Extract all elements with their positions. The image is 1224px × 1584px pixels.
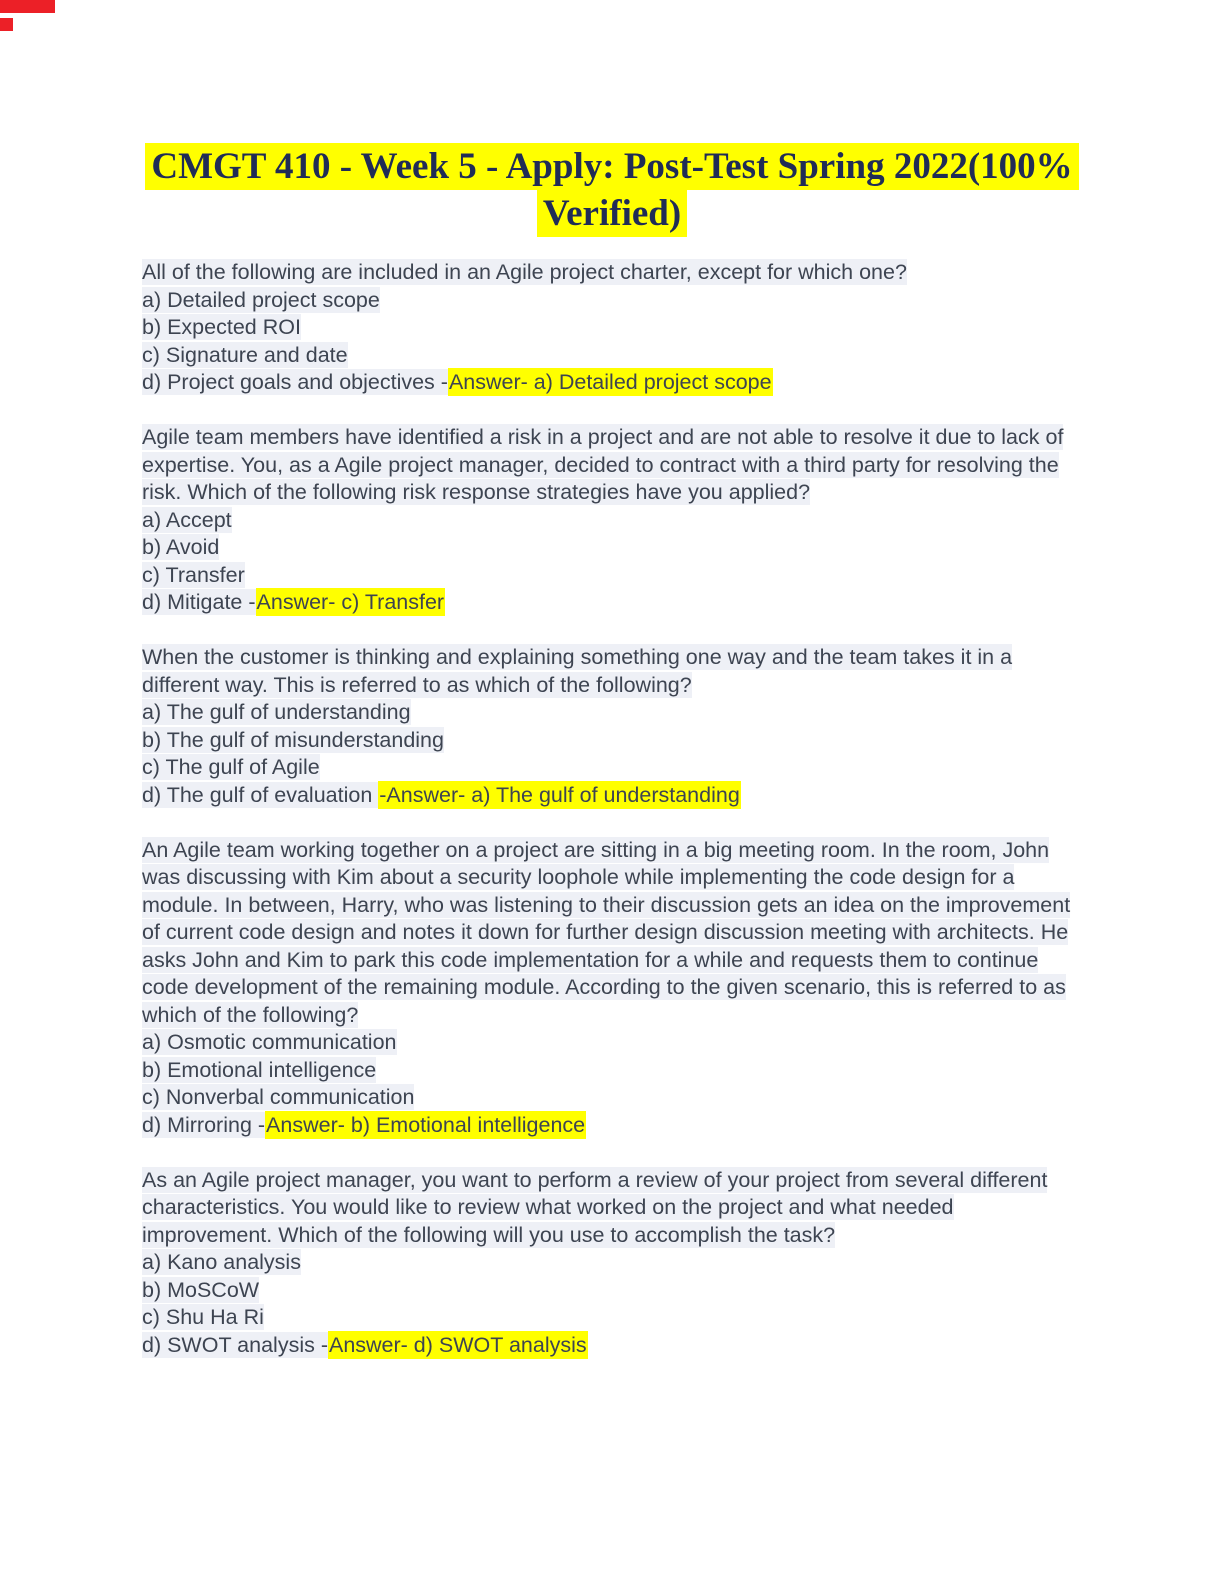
- option-b: b) MoSCoW: [142, 1277, 260, 1302]
- option-c: c) Shu Ha Ri: [142, 1305, 264, 1329]
- option-b: b) Expected ROI: [142, 315, 301, 339]
- option-line: [142, 342, 1082, 370]
- option-a: a) Accept: [142, 507, 232, 532]
- option-line: [142, 727, 1082, 755]
- question-text-line: [142, 259, 1082, 287]
- option-c: c) Transfer: [142, 562, 245, 587]
- question-text-line: [142, 837, 1082, 1030]
- question-block: [142, 259, 1082, 397]
- option-line: [142, 1084, 1082, 1112]
- answer-highlight: Answer- a) Detailed project scope: [448, 370, 772, 394]
- question-text: Agile team members have identified a risk in a project and are not able to resolve it due to lack of expertise. You, as a Agile project manager, decided to contract with a third party for resolving the risk. Which of the following risk response strategies have you applied?: [142, 425, 1064, 504]
- option-a: a) Osmotic communication: [142, 1030, 397, 1054]
- red-corner-mark-small: [0, 18, 13, 31]
- red-corner-mark: [0, 0, 55, 13]
- option-line: [142, 1249, 1082, 1277]
- option-answer-line: [142, 1112, 1082, 1140]
- option-d-prefix: d) Mitigate -: [142, 590, 256, 614]
- option-line: [142, 507, 1082, 535]
- option-line: [142, 314, 1082, 342]
- question-text-line: [142, 644, 1082, 699]
- question-block: [142, 837, 1082, 1140]
- option-d-prefix: d) Mirroring -: [142, 1112, 266, 1137]
- option-line: [142, 534, 1082, 562]
- option-line: [142, 287, 1082, 315]
- option-line: [142, 1029, 1082, 1057]
- option-c: c) The gulf of Agile: [142, 755, 320, 779]
- option-line: [142, 754, 1082, 782]
- option-a: a) Kano analysis: [142, 1250, 301, 1274]
- option-answer-line: [142, 369, 1082, 397]
- option-c: c) Nonverbal communication: [142, 1085, 415, 1109]
- answer-highlight: Answer- b) Emotional intelligence: [266, 1112, 586, 1137]
- question-text-line: [142, 424, 1082, 507]
- question-block: [142, 644, 1082, 809]
- option-line: [142, 1277, 1082, 1305]
- answer-highlight: Answer- c) Transfer: [256, 590, 445, 614]
- option-d-prefix: d) The gulf of evaluation: [142, 782, 379, 807]
- question-text: All of the following are included in an Agile project charter, except for which one?: [142, 260, 907, 284]
- option-answer-line: [142, 782, 1082, 810]
- answer-highlight: Answer- d) SWOT analysis: [328, 1332, 587, 1357]
- option-answer-line: [142, 589, 1082, 617]
- option-a: a) Detailed project scope: [142, 287, 380, 312]
- option-c: c) Signature and date: [142, 342, 348, 367]
- option-b: b) Emotional intelligence: [142, 1057, 377, 1082]
- option-d-prefix: d) SWOT analysis -: [142, 1332, 328, 1357]
- question-text-line: [142, 1167, 1082, 1250]
- option-line: [142, 562, 1082, 590]
- question-text: As an Agile project manager, you want to perform a review of your project from several different characteristics. You would like to review what worked on the project and what needed improvement. Which of the following will you use to accomplish the task?: [142, 1167, 1048, 1247]
- option-line: [142, 699, 1082, 727]
- page-title-line-2: Verified): [537, 190, 687, 237]
- option-line: [142, 1057, 1082, 1085]
- option-answer-line: [142, 1332, 1082, 1360]
- option-b: b) Avoid: [142, 535, 220, 559]
- option-a: a) The gulf of understanding: [142, 700, 411, 724]
- question-text: When the customer is thinking and explaining something one way and the team takes it in a different way. This is referred to as which of the following?: [142, 645, 1013, 697]
- option-d-prefix: d) Project goals and objectives -: [142, 370, 448, 394]
- page-title: [142, 143, 1082, 237]
- option-b: b) The gulf of misunderstanding: [142, 727, 444, 752]
- document-content: [142, 143, 1082, 1359]
- question-block: [142, 424, 1082, 617]
- option-line: [142, 1304, 1082, 1332]
- page-title-line-1: CMGT 410 - Week 5 - Apply: Post-Test Spring 2022(100%: [145, 143, 1078, 190]
- question-block: [142, 1167, 1082, 1360]
- answer-highlight: -Answer- a) The gulf of understanding: [379, 782, 740, 807]
- question-text: An Agile team working together on a project are sitting in a big meeting room. In the room, John was discussing with Kim about a security loophole while implementing the code design for a module. In between, Harry, who was listening to their discussion gets an idea on the improvement of current code design and notes it down for further design discussion meeting with architects. He asks John and Kim to park this code implementation for a while and requests them to continue code development of the remaining module. According to the given scenario, this is referred to as which of the following?: [142, 837, 1071, 1027]
